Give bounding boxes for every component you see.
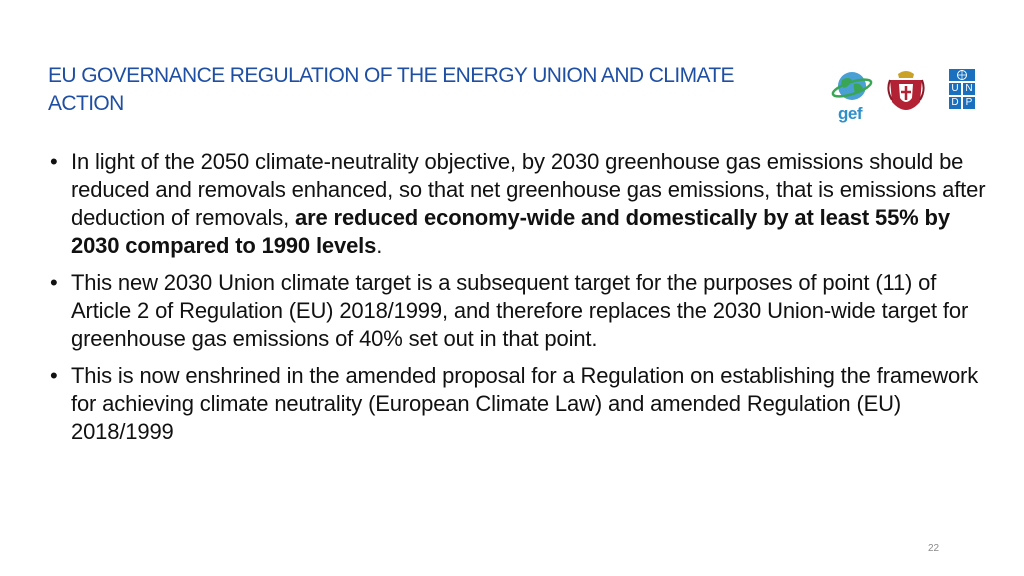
bullet-item-1 (48, 148, 988, 260)
slide-title: EU GOVERNANCE REGULATION OF THE ENERGY UNION AND CLIMATE ACTION (48, 64, 734, 115)
page-number: 22 (928, 543, 940, 554)
bullet-text: This is now enshrined in the amended proposal for a Regulation on establishing the framework for achieving climate neutrality (European Climate Law) and amended Regulation (EU) 2018/1999 (71, 363, 979, 444)
bullet-text: In light of the 2050 climate-neutrality objective, by 2030 greenhouse gas emissions should be reduced and removals enhanced, so that net greenhouse gas emissions, that is emissions after deduction of removals, (71, 149, 986, 230)
bullet-bold-text: are reduced economy-wide and domestically by at least 55% by 2030 compared to 1990 levels (71, 205, 950, 258)
undp-letter-n: N (962, 82, 976, 96)
undp-letter-u: U (948, 82, 962, 96)
gef-logo-text: gef (838, 104, 862, 123)
bullet-item-2 (48, 269, 988, 353)
logo-bar (824, 68, 984, 130)
un-emblem-icon (948, 68, 976, 82)
bullet-text-end: . (376, 233, 383, 258)
undp-letter-p: P (962, 96, 976, 110)
bullet-dot-icon: • (50, 270, 58, 295)
bullet-dot-icon: • (50, 363, 58, 388)
serbia-coat-of-arms-logo (886, 68, 926, 130)
coat-of-arms-icon (886, 68, 926, 120)
gef-logo (830, 70, 874, 124)
bullet-item-3 (48, 362, 988, 446)
gef-globe-icon (830, 70, 874, 106)
undp-logo (948, 68, 976, 124)
bullet-list (48, 148, 988, 455)
bullet-dot-icon: • (50, 149, 58, 174)
undp-letter-d: D (948, 96, 962, 110)
bullet-text: This new 2030 Union climate target is a subsequent target for the purposes of point (11) of Article 2 of Regulation (EU) 2018/1999, and therefore replaces the 2030 Union-wide target for greenhouse gas emissions of 40% set out in that point. (71, 270, 969, 351)
